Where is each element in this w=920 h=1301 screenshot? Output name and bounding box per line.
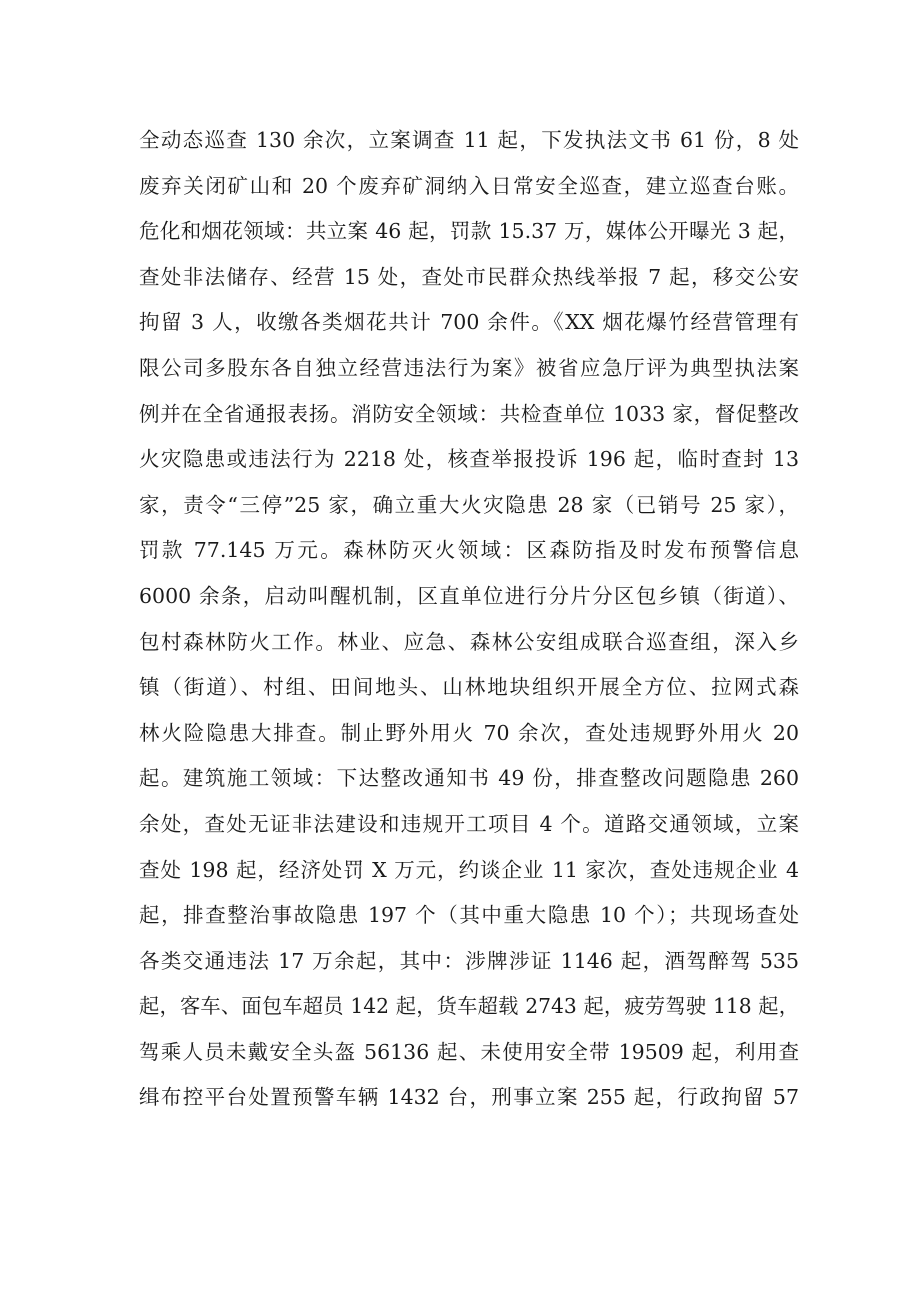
text-line: 家，责令“三停”25 家，确立重大火灾隐患 28 家（已销号 25 家），: [139, 492, 799, 517]
text-line: 罚款 77.145 万元。森林防灭火领域：区森防指及时发布预警信息: [139, 538, 799, 563]
text-line: 例并在全省通报表扬。消防安全领域：共检查单位 1033 家，督促整改: [139, 401, 799, 426]
body-text: [139, 118, 799, 1121]
text-line: 起。建筑施工领域：下达整改通知书 49 份，排查整改问题隐患 260: [139, 766, 799, 791]
text-line: 包村森林防火工作。林业、应急、森林公安组成联合巡查组，深入乡: [139, 629, 799, 654]
text-line: 限公司多股东各自独立经营违法行为案》被省应急厅评为典型执法案: [139, 355, 799, 380]
text-line: 危化和烟花领域：共立案 46 起，罚款 15.37 万，媒体公开曝光 3 起，: [139, 219, 799, 244]
text-line: 拘留 3 人，收缴各类烟花共计 700 余件。《XX 烟花爆竹经营管理有: [139, 310, 799, 335]
text-line: 废弃关闭矿山和 20 个废弃矿洞纳入日常安全巡查，建立巡查台账。: [139, 173, 799, 198]
text-line: 缉布控平台处置预警车辆 1432 台，刑事立案 255 起，行政拘留 57: [139, 1085, 799, 1110]
text-line: 起，排查整治事故隐患 197 个（其中重大隐患 10 个）；共现场查处: [139, 903, 799, 928]
text-line: 查处 198 起，经济处罚 X 万元，约谈企业 11 家次，查处违规企业 4: [139, 857, 799, 882]
text-line: 镇（街道）、村组、田间地头、山林地块组织开展全方位、拉网式森: [139, 675, 799, 700]
text-line: 火灾隐患或违法行为 2218 处，核查举报投诉 196 起，临时查封 13: [139, 447, 799, 472]
text-line: 起，客车、面包车超员 142 起，货车超载 2743 起，疲劳驾驶 118 起，: [139, 994, 799, 1019]
text-line: 全动态巡查 130 余次，立案调查 11 起，下发执法文书 61 份，8 处: [139, 128, 799, 152]
text-line: 各类交通违法 17 万余起，其中：涉牌涉证 1146 起，酒驾醉驾 535: [139, 948, 799, 973]
text-line: 查处非法储存、经营 15 处，查处市民群众热线举报 7 起，移交公安: [139, 264, 799, 289]
text-line: 余处，查处无证非法建设和违规开工项目 4 个。道路交通领域，立案: [139, 811, 799, 836]
text-line: 林火险隐患大排查。制止野外用火 70 余次，查处违规野外用火 20: [139, 720, 799, 745]
text-line: 6000 余条，启动叫醒机制，区直单位进行分片分区包乡镇（街道）、: [139, 583, 799, 608]
text-line: 驾乘人员未戴安全头盔 56136 起、未使用安全带 19509 起，利用查: [139, 1039, 799, 1064]
